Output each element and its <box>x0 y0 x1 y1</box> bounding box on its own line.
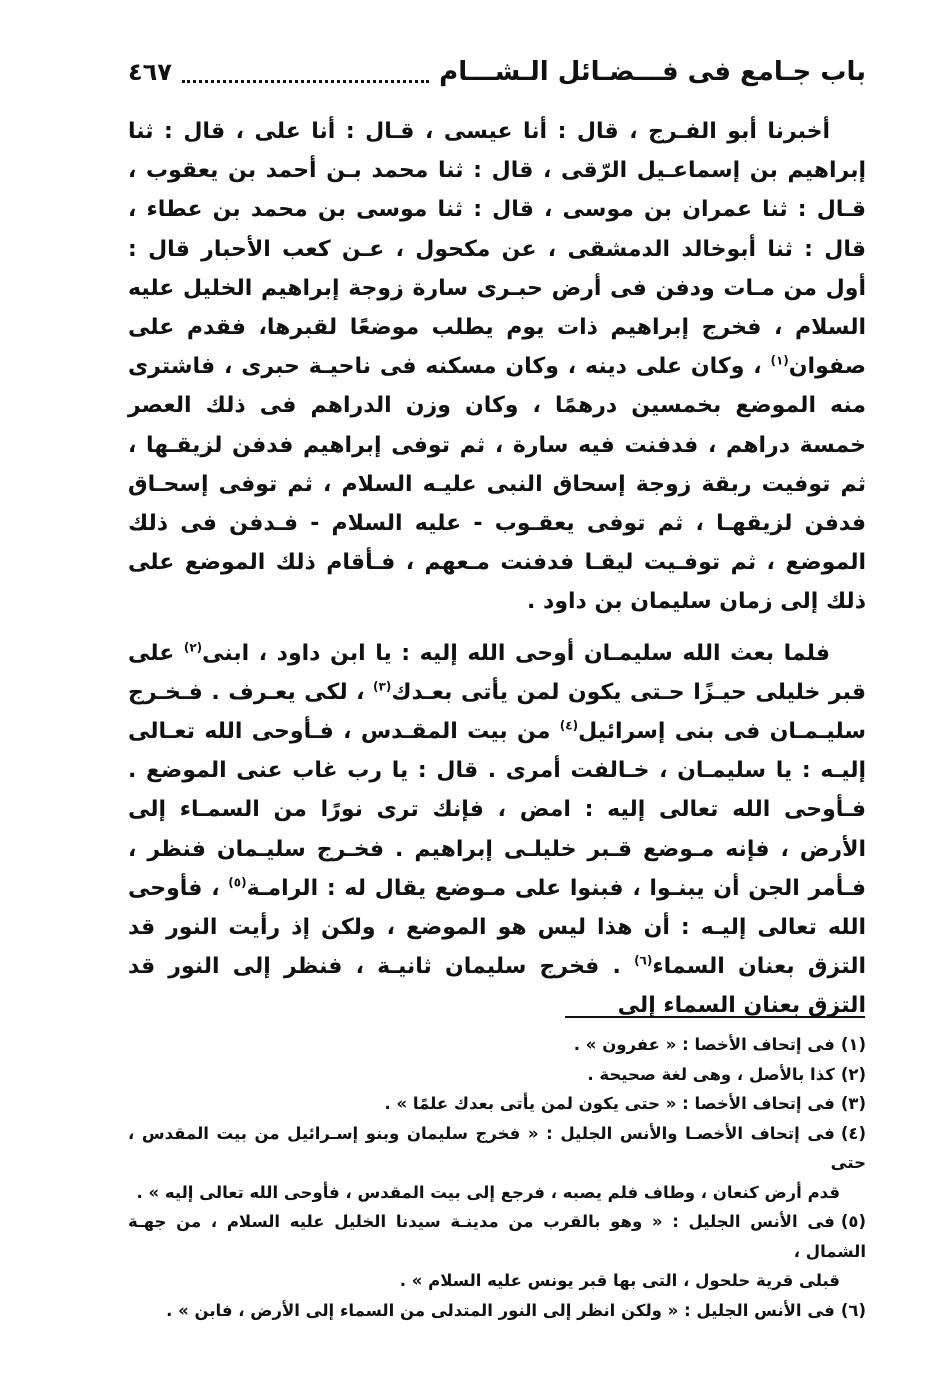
footnote-text: قبلى قرية حلحول ، التى بها قبر يونس عليه السلام » . <box>399 1271 840 1290</box>
footnote-5 <box>128 1207 866 1266</box>
footnote-number: (٥) <box>840 1212 866 1231</box>
footnote-marker-4: (٤) <box>559 718 579 733</box>
footnote-separator <box>565 1016 865 1018</box>
page-number: ٤٦٧ <box>128 58 172 86</box>
footnote-6 <box>128 1296 866 1326</box>
footnote-text: فى إتحاف الأخصا : « عفرون » . <box>573 1035 835 1054</box>
footnote-marker-2: (٢) <box>183 640 203 655</box>
footnote-number: (٦) <box>840 1300 866 1320</box>
footnotes <box>128 1030 866 1325</box>
paragraph-2-segment: فلما بعث الله سليمـان أوحى الله إليه : يا ابن داود ، ابنى <box>202 640 830 666</box>
footnote-text: فى إتحاف الأخصا : « حتى يكون لمن يأتى بعدك علمًا » . <box>384 1094 835 1113</box>
paragraph-2-segment: على قبر خليلى حيـزًا حـتى يكون لمن يأتى بعـدك <box>128 640 866 705</box>
footnote-2 <box>128 1060 866 1090</box>
footnote-marker-1: (١) <box>770 353 789 368</box>
paragraph-1 <box>128 112 866 622</box>
footnote-text: قدم أرض كنعان ، وطاف فلم يصبه ، فرجع إلى بيت المقدس ، فأوحى الله تعالى إليه » . <box>136 1182 840 1202</box>
paragraph-2-segment: ، فأوحى الله تعالى إليـه : أن هذا ليس هو الموضع ، ولكن إذ رأيت النور قد التزق بعنان السماء <box>128 875 866 980</box>
chapter-title: باب جـامع فى فـــضـائل الـشـــام <box>439 57 866 87</box>
footnote-1 <box>128 1030 866 1060</box>
page-header <box>128 52 866 92</box>
footnote-4 <box>128 1119 866 1178</box>
footnote-marker-5: (٥) <box>228 875 247 890</box>
header-dotted-leader <box>182 74 429 83</box>
footnote-marker-3: (٣) <box>373 679 392 694</box>
footnote-text: كذا بالأصل ، وهى لغة صحيحة . <box>587 1064 835 1084</box>
footnote-number: (٢) <box>840 1064 866 1084</box>
footnote-marker-6: (٦) <box>634 953 653 968</box>
footnote-3 <box>128 1089 866 1119</box>
main-text <box>128 112 866 1026</box>
paragraph-2-segment: . فخرج سليمان ثانيـة ، فنظر إلى النور قد التزق بعنان السماء إلى <box>128 954 866 1019</box>
paragraph-1-text-after: ، وكان على دينه ، وكان مسكنه فى ناحيـة حبرى ، فاشترى منه الموضع بخمسين درهمًا ، وكان وزن الدراهم فى ذلك العصر خمسة دراهم ، فدفنت فيه سارة ، ثم توفى إبراهيم فدفن لزيقـها ، ثم توفيت ربقة زوجة إسحاق النبى عليـه السلام ، ثم توفى إسحـاق فدفن لزيقهـا ، ثم توفى يعقـوب - عليه السلام - فـدفن فى ذلك الموضع ، ثم توفـيت ليقـا فدفنت مـعهم ، فـأقام ذلك الموضع على ذلك إلى زمان سليمان بن داود . <box>128 354 866 615</box>
footnote-text: فى الأنس الجليل : « وهو بالقرب من مدينـة سيدنا الخليل عليه السلام ، من جهـة الشمال ، <box>128 1212 866 1261</box>
paragraph-1-text: أخبرنا أبو الفـرج ، قال : أنا عيسى ، قـال : أنا على ، قال : ثنا إبراهيم بن إسماعـيل الرّقى ، قال : ثنا محمد بـن أحمد بن يعقوب ، قـال : ثنا عمران بن موسى ، قال : ثنا موسى بن محمد بن عطاء ، قال : ثنا أبوخالد الدمشقى ، عن مكحول ، عـن كعب الأحبار قال : أول من مـات ودفن فى أرض حبـرى سارة زوجة إبراهيم الخليل عليه السلام ، فخرج إبراهيم ذات يوم يطلب موضعًا لقبرها، فقدم على صفوان <box>128 119 866 380</box>
paragraph-2-segment: من بيت المقـدس ، فـأوحى الله تعـالى إليـه : يا سليمـان ، خـالفت أمرى . قال : يا رب غاب عنى الموضع . فـأوحى الله تعالى إليه : امض ، فإنك ترى نورًا من السمـاء إلى الأرض ، فإنه مـوضع قـبر خليلـى إبراهيم . فخـرج سليـمان فنظر ، فـأمر الجن أن يبنـوا ، فبنوا على مـوضع يقال له : الرامـة <box>128 719 866 901</box>
footnote-number: (٤) <box>840 1123 866 1143</box>
footnote-number: (١) <box>840 1035 866 1054</box>
paragraph-2 <box>128 634 866 1026</box>
footnote-4-continuation <box>128 1178 866 1208</box>
footnote-text: فى الأنس الجليل : « ولكن انظر إلى النور المتدلى من السماء إلى الأرض ، فابن » . <box>166 1300 835 1320</box>
footnote-number: (٣) <box>840 1094 866 1113</box>
footnote-text: فى إتحاف الأخصـا والأنس الجليل : « فخرج سليمان وبنو إسـرائيل من بيت المقدس ، حتى <box>128 1123 866 1172</box>
footnote-5-continuation <box>128 1266 866 1296</box>
paragraph-2-segment: ، لكى يعـرف . فـخـرج سليـمـان فى بنى إسرائيل <box>128 679 867 745</box>
